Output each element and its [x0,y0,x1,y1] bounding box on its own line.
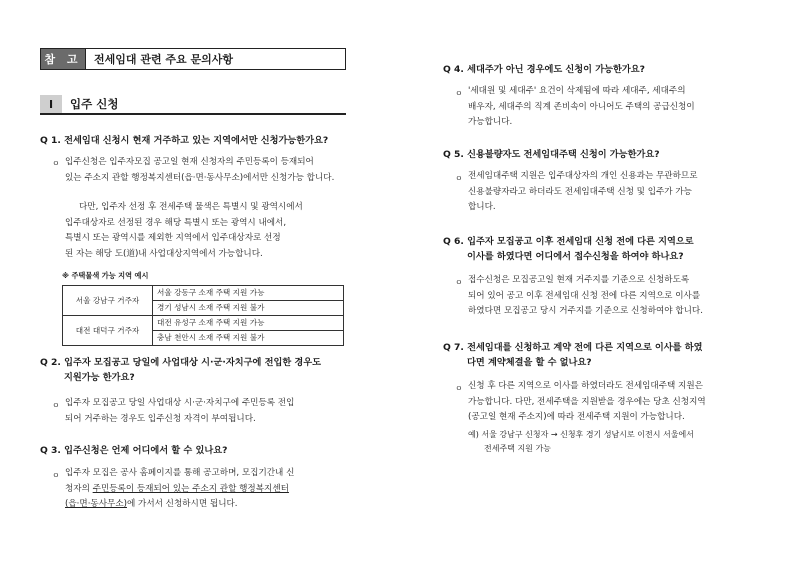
answer-line: 접수신청은 모집공고일 현재 거주지를 기준으로 신청하도록 [468,275,690,285]
question-2 [40,355,360,385]
bullet-icon: ㅇ [455,384,463,393]
answer-text: 청자의 [65,483,93,494]
answer-line: 신청 후 다른 지역으로 이사를 하였더라도 전세임대주택 지원은 [468,381,703,391]
region-example-table [62,285,344,346]
table-cell: 대전 대덕구 거주자 [63,316,153,346]
answer-line: 있는 주소지 관할 행정복지센터(읍·면·동사무소)에서만 신청가능 합니다. [65,172,335,183]
answer-line: 되어 거주하는 경우도 입주신청 자격이 부여됩니다. [65,413,256,424]
bullet-icon: ㅇ [52,471,60,480]
section-title: 입주 신청 [70,97,119,111]
answer-line [65,482,357,498]
table-cell: 서울 강남구 거주자 [63,286,153,316]
answer-4 [468,84,758,131]
answer-line: 가능합니다. 다만, 전세주택을 지원받을 경우에는 당초 신청지역 [468,396,706,407]
example-line: 전세주택 지원 가능 [484,444,551,453]
answer-6 [468,273,760,320]
answer-text: 에 가서서 신청하시면 됩니다. [126,499,238,509]
bullet-icon: ㅇ [455,89,463,98]
example-line: 예) 서울 강남구 신청자 → 신청후 경기 성남시로 이전시 서울에서 [468,430,694,439]
question-line: 지원가능 한가요? [64,372,135,383]
question-line: Q 6. 입주자 모집공고 이후 전세임대 신청 전에 다른 지역으로 [443,236,694,247]
answer-7 [468,379,760,426]
answer-line: 입주자 모집은 공사 홈페이지를 통해 공고하며, 모집기간내 신 [65,468,295,478]
question-5: Q 5. 신용불량자도 전세임대주택 신청이 가능한가요? [443,149,660,160]
header-tag: 참 고 [41,49,85,69]
bullet-icon: ㅇ [455,174,463,183]
question-line: Q 7. 전세임대를 신청하고 계약 전에 다른 지역으로 이사를 하였 [443,342,703,353]
answer-2 [65,396,355,427]
table-cell: 대전 유성구 소재 주택 지원 가능 [153,316,344,331]
example-note [468,428,763,456]
answer-line: 특별시 또는 광역시를 제외한 지역에서 입주대상자로 선정 [65,233,281,243]
answer-line: 입주대상자로 선정된 경우 해당 특별시 또는 광역시 내에서, [65,217,287,228]
answer-5 [468,169,758,216]
question-line: 다면 계약체결을 할 수 없나요? [467,357,592,368]
header-bar [40,48,346,70]
question-1: Q 1. 전세임대 신청시 현재 거주하고 있는 지역에서만 신청가능한가요? [40,135,329,146]
section-heading [40,95,346,115]
page-title: 전세임대 관련 주요 문의사항 [85,49,345,69]
table-cell: 경기 성남시 소재 주택 지원 불가 [153,301,344,316]
answer-line: 되어 있어 공고 이후 전세임대 신청 전에 다른 지역으로 이사를 [468,290,701,301]
underlined-text: (읍·면·동사무소) [65,499,127,509]
underlined-text: 주민등록이 등재되어 있는 주소지 관할 행정복지센터 [92,483,289,494]
table-row [63,286,344,301]
answer-line: 입주자 모집공고 당일 사업대상 시·군·자치구에 주민등록 전입 [65,398,295,408]
question-3: Q 3. 입주신청은 언제 어디에서 할 수 있나요? [40,445,228,456]
question-line: 이사를 하였다면 어디에서 접수신청을 하여야 하나요? [467,251,684,262]
answer-line: 신용불량자라고 하더라도 전세임대주택 신청 및 입주가 가능 [468,186,692,197]
answer-line: 전세임대주택 지원은 입주대상자의 개인 신용과는 무관하므로 [468,171,698,181]
bullet-icon: ㅇ [52,401,60,410]
answer-line: '세대원 및 세대주' 요건이 삭제됨에 따라 세대주, 세대주의 [468,86,686,96]
answer-line: 하였다면 모집공고 당시 거주지를 기준으로 신청하여야 합니다. [468,306,703,316]
answer-1-para-1 [65,155,355,186]
answer-1-para-2 [65,200,355,216]
bullet-icon: ㅇ [52,159,60,168]
question-4: Q 4. 세대주가 아닌 경우에도 신청이 가능한가요? [443,64,645,75]
answer-line: 입주신청은 입주자모집 공고일 현재 신청자의 주민등록이 등재되어 [65,157,314,167]
section-number: Ⅰ [40,95,62,113]
table-row [63,316,344,331]
question-line: Q 2. 입주자 모집공고 당일에 사업대상 시·군·자치구에 전입한 경우도 [40,357,322,368]
bullet-icon: ㅇ [455,278,463,287]
answer-1-para-2-cont [65,216,355,263]
table-caption: ※ 주택물색 가능 지역 예시 [62,271,149,280]
question-6 [443,234,763,264]
answer-line: 다만, 입주자 선정 후 전세주택 물색은 특별시 및 광역시에서 [79,202,303,212]
answer-line: 합니다. [468,202,496,212]
answer-line: 가능합니다. [468,117,513,127]
table-cell: 충남 천안시 소재 주택 지원 불가 [153,331,344,346]
answer-line: 배우자, 세대주의 직계 존비속이 아니어도 주택의 공급신청이 [468,101,695,112]
answer-3 [65,466,357,513]
answer-line: (공고일 현재 주소지)에 따라 전세주택 지원이 가능합니다. [468,412,685,422]
table-cell: 서울 강동구 소재 주택 지원 가능 [153,286,344,301]
question-7 [443,340,763,370]
answer-line [65,497,357,513]
answer-line: 된 자는 해당 도(道)내 사업대상지역에서 가능합니다. [65,248,263,259]
